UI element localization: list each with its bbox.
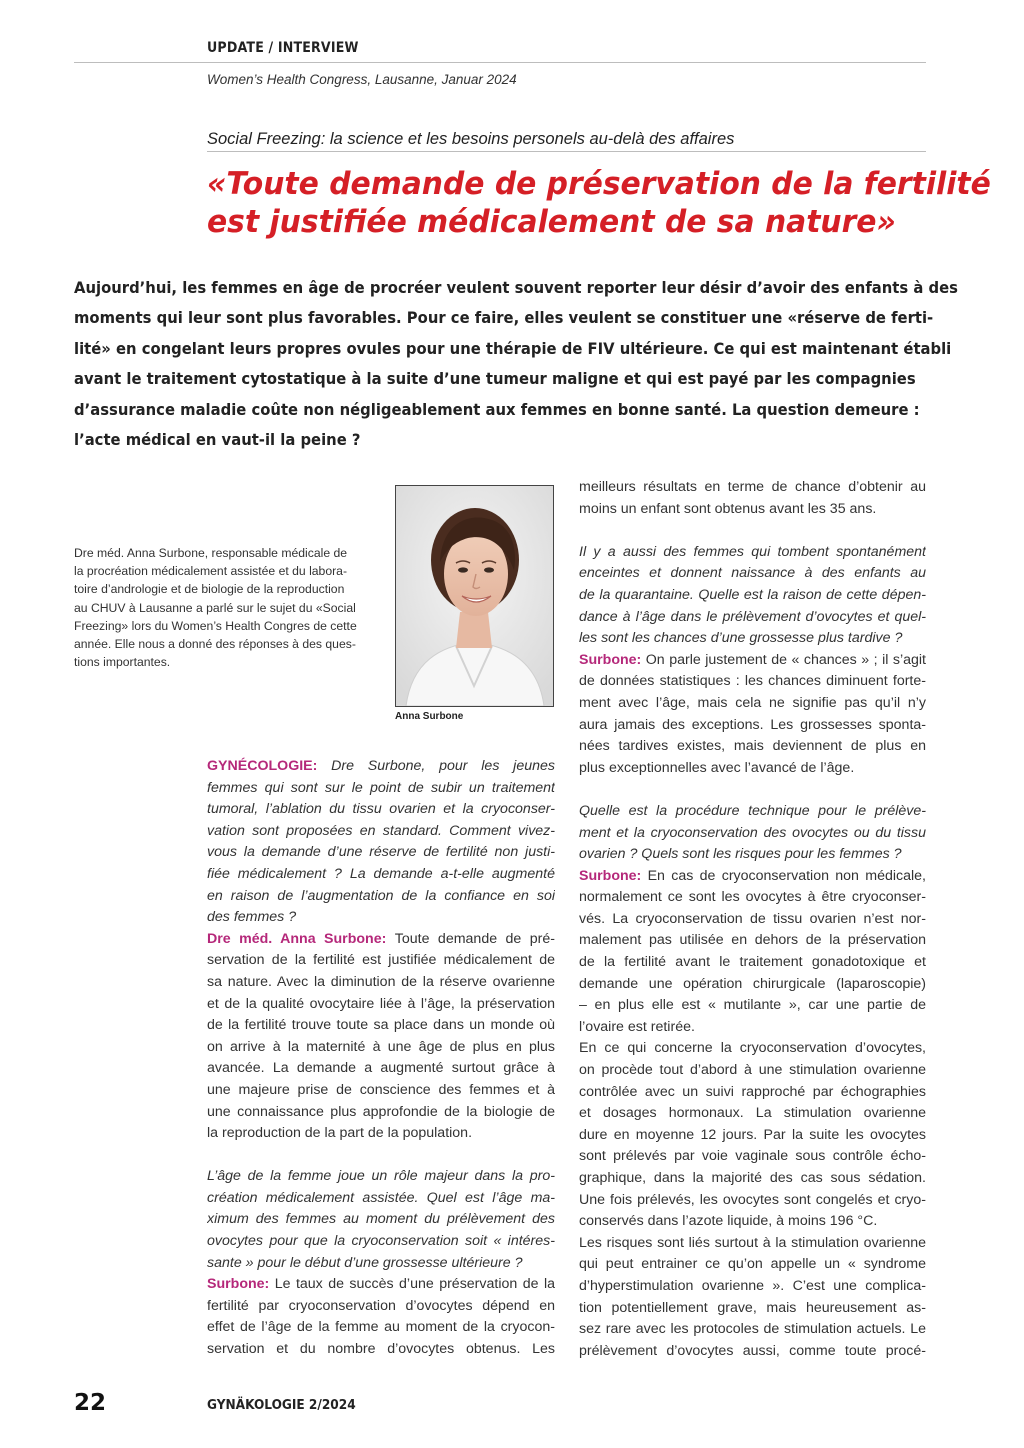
body-line <box>579 563 926 585</box>
body-line <box>579 1125 926 1147</box>
line-text: création médicalement assistée. Quel est l’âge ma- <box>207 1189 555 1206</box>
line-text: sez rare avec les protocoles de stimulation actuels. Le <box>579 1321 926 1338</box>
body-line <box>579 909 926 931</box>
line-text: conservés dans l’azote liquide, à moins 196 °C. <box>579 1213 878 1230</box>
body-line <box>579 1103 926 1125</box>
page-number: 22 <box>74 1390 107 1416</box>
lead-line: Aujourd’hui, les femmes en âge de procréer veulent souvent reporter leur désir d’avoir des enfants à des <box>74 278 958 297</box>
body-line <box>579 952 926 974</box>
line-text: des femmes ? <box>207 909 297 926</box>
body-line <box>579 1211 926 1233</box>
line-text: vation sont proposées en standard. Comment vivez- <box>207 822 555 839</box>
body-line <box>207 864 555 886</box>
line-text: de données statistiques : les chances diminuent forte- <box>579 673 926 690</box>
line-text: ment avec l’âge, mais cela ne signifie pas qu’il n’y <box>579 694 926 711</box>
line-text: ment et la cryoconservation des ovocytes ou du tissu <box>579 824 926 841</box>
body-line <box>207 1058 555 1080</box>
body-line <box>579 628 926 650</box>
line-text: l’ovaire est retirée. <box>579 1018 695 1035</box>
line-text: aura jamais des exceptions. Les grossesses sponta- <box>579 716 926 733</box>
lead-line: avant le traitement cytostatique à la suite d’une tumeur maligne et qui est payé par les compagnies <box>74 369 916 389</box>
body-line <box>207 950 555 972</box>
bio-line: la procréation médicalement assistée et du labora- <box>74 564 348 579</box>
body-line <box>579 1017 926 1039</box>
line-text: enceintes et donnent naissance à des enfants au <box>579 565 926 582</box>
line-text: effet de l’âge de la femme au moment de la cryocon- <box>207 1319 555 1336</box>
body-line <box>579 1190 926 1212</box>
body-line <box>207 842 555 864</box>
body-line <box>207 994 555 1016</box>
line-text: moins un enfant sont obtenus avant les 35 ans. <box>579 500 877 517</box>
line-text: les sont les chances d’une grossesse plus tardive ? <box>579 630 903 647</box>
body-line <box>579 844 926 866</box>
line-text: dance à l’âge dans le prélèvement d’ovocytes et quel- <box>579 608 926 625</box>
body-line <box>579 1254 926 1276</box>
body-line <box>579 1146 926 1168</box>
body-line <box>579 1082 926 1104</box>
paragraph-gap <box>579 779 926 801</box>
line-text: avancée. La demande a augmenté surtout grâce à <box>207 1060 555 1077</box>
body-line <box>579 693 926 715</box>
body-line <box>207 972 555 994</box>
line-text: qui peut entrainer ce qu’on appelle un « syndrome <box>579 1256 926 1273</box>
body-line <box>579 736 926 758</box>
body-line <box>579 1276 926 1298</box>
body-line <box>579 801 926 823</box>
line-text: demande une opération chirurgicale (laparoscopie) <box>579 975 926 992</box>
lead-line: moments qui leur sont plus favorables. Pour ce faire, elles veulent se constituer une «réserve de ferti- <box>74 308 934 328</box>
body-line <box>579 542 926 564</box>
body-line <box>579 1060 926 1082</box>
line-text: Les risques sont liés surtout à la stimulation ovarienne <box>579 1234 926 1251</box>
body-line <box>207 929 555 951</box>
body-column-right <box>579 477 926 1362</box>
line-text: Le taux de succès d’une préservation de la <box>274 1276 555 1293</box>
article-subtitle: Social Freezing: la science et les besoins personels au-delà des affaires <box>207 130 735 148</box>
portrait-photo <box>395 485 554 707</box>
line-text: En ce qui concerne la cryoconservation d’ovocytes, <box>579 1040 926 1057</box>
body-line <box>207 1015 555 1037</box>
bio-line: Dre méd. Anna Surbone, responsable médicale de <box>74 546 348 560</box>
photo-caption: Anna Surbone <box>395 711 464 722</box>
body-line <box>579 1233 926 1255</box>
bio-line: année. Elle nous a donné des réponses à des ques- <box>74 637 356 652</box>
lead-line: d’assurance maladie coûte non négligeablement aux femmes en bonne santé. La question demeure : <box>74 399 920 419</box>
body-line <box>207 1123 555 1145</box>
body-line <box>579 823 926 845</box>
line-text: Dre Surbone, pour les jeunes <box>331 758 555 774</box>
paragraph-gap <box>579 520 926 542</box>
title-line: «Toute demande de préservation de la fertilité <box>207 166 991 202</box>
body-line <box>579 715 926 737</box>
section-label: UPDATE / INTERVIEW <box>207 40 359 56</box>
line-text: servation de la fertilité est justifiée médicalement de <box>207 952 555 969</box>
body-line <box>207 886 555 908</box>
body-line <box>207 1339 555 1361</box>
line-text: fertilité par cryoconservation d’ovocytes dépend en <box>207 1297 555 1314</box>
body-line <box>207 1188 555 1210</box>
subtitle-rule <box>207 151 926 152</box>
body-line <box>207 1102 555 1124</box>
line-text: sa nature. Avec la diminution de la réserve ovarienne <box>207 973 555 990</box>
line-text: vés. La cryoconservation de tissu ovarien n’est nor- <box>579 910 926 927</box>
body-line <box>207 821 555 843</box>
journal-reference: GYNÄKOLOGIE 2/2024 <box>207 1397 356 1413</box>
body-line <box>207 1317 555 1339</box>
body-line <box>207 1231 555 1253</box>
speaker-label: Surbone: <box>579 867 648 884</box>
header-rule <box>74 62 926 63</box>
line-text: On parle justement de « chances » ; il s’agit <box>645 651 926 668</box>
line-text: et dosages hormonaux. La stimulation ovarienne <box>579 1105 926 1122</box>
body-line <box>579 866 926 888</box>
line-text: servation et du nombre d’ovocytes obtenus. Les <box>207 1341 555 1358</box>
body-line <box>579 650 926 672</box>
lead-line: l’acte médical en vaut-il la peine ? <box>74 430 361 450</box>
body-line <box>579 1319 926 1341</box>
body-line <box>579 995 926 1017</box>
line-text: graphique, dans la majorité des cas sous sédation. <box>579 1170 926 1186</box>
body-line <box>579 1168 926 1190</box>
body-line <box>207 1080 555 1102</box>
line-text: femmes qui sont sur le point de subir un traitement <box>207 779 555 796</box>
body-line <box>579 974 926 996</box>
paragraph-gap <box>207 1145 555 1167</box>
title-line: est justifiée médicalement de sa nature» <box>207 204 896 240</box>
body-line <box>207 1274 555 1296</box>
line-text: fiée médicalement ? La demande a-t-elle augmenté <box>207 865 555 882</box>
line-text: de la fertilité avant le traitement gonadotoxique et <box>579 954 926 971</box>
line-text: ximum des femmes au moment du prélèvement des <box>207 1211 555 1228</box>
line-text: de la quarantaine. Quelle est la raison de cette dépen- <box>579 586 926 603</box>
line-text: dure en moyenne 12 jours. Par la suite les ovocytes <box>579 1126 926 1143</box>
body-line <box>207 756 555 778</box>
line-text: vous la demande d’une réserve de fertilité non justi- <box>207 844 555 861</box>
line-text: tumoral, l’ablation du tissu ovarien et la cryoconser- <box>207 801 555 818</box>
speaker-label: Surbone: <box>579 651 646 668</box>
speaker-label: Surbone: <box>207 1276 275 1293</box>
body-line <box>579 887 926 909</box>
line-text: malement pas utilisée en dehors de la préservation <box>579 932 926 949</box>
portrait-illustration <box>396 486 553 706</box>
line-text: on procède tout d’abord à une stimulation ovarienne <box>579 1062 926 1079</box>
line-text: ovocytes pour que la cryoconservation soit « intéres- <box>207 1233 555 1250</box>
lead-line: lité» en congelant leurs propres ovules pour une thérapie de FIV ultérieure. Ce qui est maintenant établi <box>74 338 952 358</box>
line-text: une connaissance plus approfondie de la biologie de <box>207 1103 555 1120</box>
bio-line: toire d’andrologie et de biologie de la reproduction <box>74 582 345 597</box>
body-line <box>207 1209 555 1231</box>
body-line <box>579 1298 926 1320</box>
body-line <box>579 499 926 521</box>
body-line <box>579 758 926 780</box>
body-line <box>579 477 926 499</box>
line-text: en raison de l’augmentation de la confiance en soi <box>207 887 555 904</box>
line-text: prélèvement d’ovocytes aussi, comme toute procé- <box>579 1342 926 1359</box>
bio-line: au CHUV à Lausanne a parlé sur le sujet du «Social <box>74 600 356 615</box>
body-line <box>207 1037 555 1059</box>
body-line <box>579 1038 926 1060</box>
line-text: nées tardives existes, mais deviennent de plus en <box>579 738 926 755</box>
line-text: contrôlée avec un suivi rapproché par échographies <box>579 1083 926 1100</box>
line-text: d’hyperstimulation ovarienne ». C’est une complica- <box>579 1277 926 1294</box>
body-line <box>207 799 555 821</box>
line-text: Une fois prélevés, les ovocytes sont congelés et cryo- <box>579 1191 926 1208</box>
line-text: ovarien ? Quels sont les risques pour les femmes ? <box>579 846 902 863</box>
body-line <box>207 907 555 929</box>
body-line <box>579 930 926 952</box>
speaker-label: GYNÉCOLOGIE: <box>207 758 332 774</box>
body-line <box>579 671 926 693</box>
event-line: Women’s Health Congress, Lausanne, Januar 2024 <box>207 72 517 87</box>
body-line <box>579 585 926 607</box>
line-text: on arrive à la maternité à une âge de plus en plus <box>207 1038 555 1055</box>
bio-line: tions importantes. <box>74 655 171 670</box>
article-title <box>207 165 991 241</box>
line-text: et de la qualité ovocytaire liée à l’âge, la préservation <box>207 995 555 1012</box>
line-text: L’âge de la femme joue un rôle majeur dans la pro- <box>207 1168 555 1185</box>
line-text: tion potentiellement grave, mais heureusement as- <box>579 1299 926 1316</box>
line-text: Quelle est la procédure technique pour le prélève- <box>579 802 926 819</box>
body-line <box>579 607 926 629</box>
line-text: Il y a aussi des femmes qui tombent spontanément <box>579 543 926 560</box>
line-text: sont prélevés par voie vaginale sous contrôle écho- <box>579 1148 926 1165</box>
line-text: de la fertilité trouve toute sa place dans un monde où <box>207 1017 555 1034</box>
line-text: Toute demande de pré- <box>394 930 555 947</box>
line-text: normalement ce sont les ovocytes à être cryoconser- <box>579 889 926 906</box>
body-line <box>579 1341 926 1363</box>
line-text: meilleurs résultats en terme de chance d’obtenir au <box>579 479 926 495</box>
line-text: sante » pour le début d’une grossesse ultérieure ? <box>207 1254 523 1271</box>
body-line <box>207 1253 555 1275</box>
line-text: – en plus elle est « mutilante », car une partie de <box>579 997 926 1014</box>
lead-paragraph <box>74 273 964 455</box>
body-line <box>207 1166 555 1188</box>
line-text: la reproduction de la part de la population. <box>207 1125 473 1142</box>
body-column-left <box>207 756 555 1361</box>
bio-line: Freezing» lors du Women’s Health Congres de cette <box>74 618 357 633</box>
author-bio <box>74 544 384 671</box>
speaker-label: Dre méd. Anna Surbone: <box>207 930 395 947</box>
line-text: une majeure prise de conscience des femmes et à <box>207 1081 555 1098</box>
body-line <box>207 1296 555 1318</box>
body-line <box>207 778 555 800</box>
line-text: En cas de cryoconservation non médicale, <box>647 867 926 884</box>
line-text: plus exceptionnelles avec l’avancé de l’âge. <box>579 759 855 776</box>
